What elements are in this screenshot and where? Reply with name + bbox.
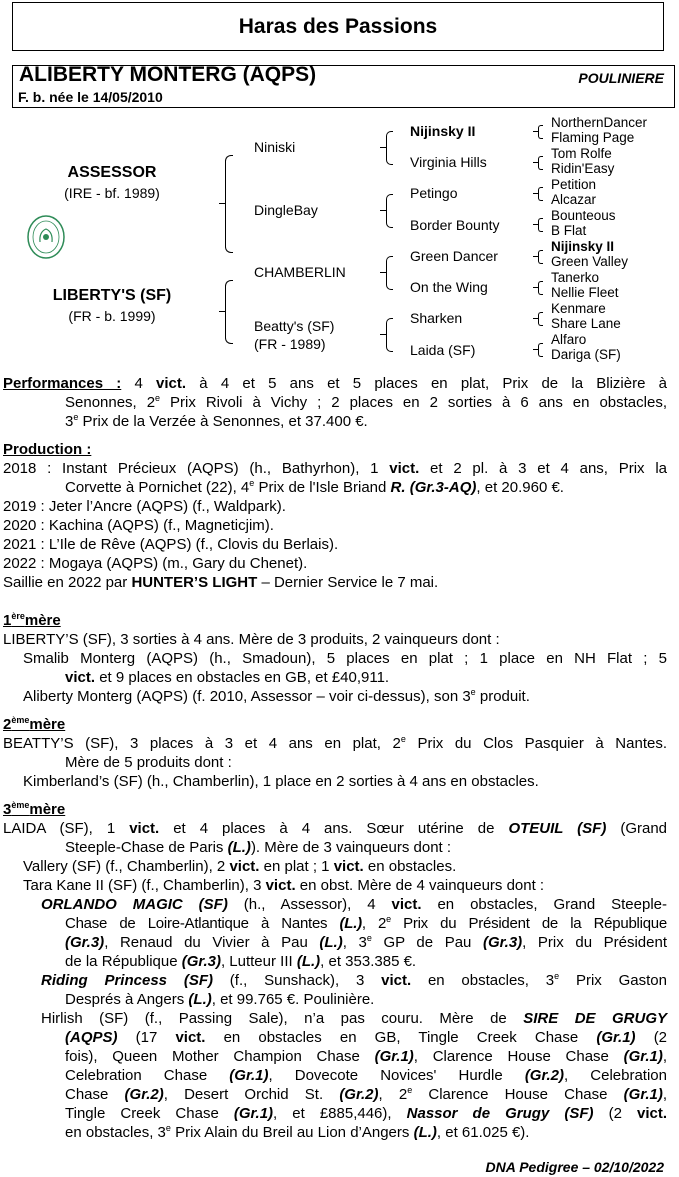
mere3-text: en plat ; 1 xyxy=(263,858,330,875)
pedigree-g4-7: Bounteous xyxy=(551,208,616,223)
mere3-grade: (Gr.1) xyxy=(596,1029,636,1046)
mere2-heading-text: mère xyxy=(29,716,66,733)
prod-vict: vict. xyxy=(389,460,420,477)
mere3-text: de la République xyxy=(65,953,178,970)
bracket-g3-8 xyxy=(538,343,543,357)
mere3-sup: e xyxy=(366,933,372,943)
bracket-g3-2-tick xyxy=(533,162,538,163)
pedigree-dam-sire: CHAMBERLIN xyxy=(254,264,346,280)
mere1-line xyxy=(3,668,667,687)
mere3-line xyxy=(3,914,667,933)
pedigree-g4-3: Tom Rolfe xyxy=(551,146,612,161)
mere3-text: , Clarence House Chase xyxy=(413,1048,609,1065)
mere3-text: Prix du Président de la République xyxy=(403,915,667,932)
mere3-line xyxy=(3,895,667,914)
perf-text: Prix de la Verzée à Senonnes, et 37.400 €. xyxy=(82,413,368,430)
mere3-text: Prix Alain du Breil au Lion d’Angers xyxy=(175,1124,410,1141)
mere2-heading xyxy=(3,716,65,733)
mere2-sup: e xyxy=(400,734,406,744)
mere3-grade: (L.) xyxy=(339,915,362,932)
mere3-text: Tingle Creek Chase xyxy=(65,1105,219,1122)
perf-sup: e xyxy=(73,412,79,422)
pedigree-g3-8: Laida (SF) xyxy=(410,342,476,358)
mere3-text: Clarence House Chase xyxy=(428,1086,608,1103)
bracket-g3-7 xyxy=(538,312,543,326)
saillie-text: – Dernier Service le 7 mai. xyxy=(261,574,439,591)
bracket-g3-3 xyxy=(538,187,543,201)
mere2-heading-sup: ème xyxy=(11,715,30,725)
mere3-text: LAIDA (SF), 1 xyxy=(3,820,116,837)
mere3-text: (2 xyxy=(653,1029,668,1046)
bracket-dam xyxy=(225,280,233,344)
perf-text: 3 xyxy=(65,413,74,430)
mere3-horse: SIRE DE GRUGY xyxy=(523,1010,668,1027)
bracket-g3-6-tick xyxy=(533,287,538,288)
bracket-g3-5 xyxy=(538,250,543,264)
mere3-text: , xyxy=(662,1048,667,1065)
mere3-text: (17 xyxy=(135,1029,158,1046)
mere3-horse: ORLANDO MAGIC (SF) xyxy=(41,896,228,913)
mere3-grade: (Gr.1) xyxy=(229,1067,269,1084)
production-line xyxy=(3,478,667,497)
pedigree-g4-8: B Flat xyxy=(551,223,587,238)
mere3-section xyxy=(3,800,667,1142)
prod-text: , et 20.960 €. xyxy=(476,479,564,496)
pedigree-g4-15: Alfaro xyxy=(551,332,587,347)
pedigree-g3-1: Nijinsky II xyxy=(410,123,476,139)
mere3-text: , Prix du Président xyxy=(522,934,667,951)
bracket-g2-3-tick xyxy=(380,272,386,273)
mere3-vict: vict. xyxy=(333,858,364,875)
prod-sup: e xyxy=(249,478,255,488)
mere1-text: et 9 places en obstacles en GB, et £40,911. xyxy=(99,669,390,686)
mere3-grade: (L.) xyxy=(227,839,251,856)
mere3-text: en obst. Mère de 4 vainqueurs dont : xyxy=(299,877,545,894)
pedigree-g3-6: On the Wing xyxy=(410,279,488,295)
mere3-text: (2 xyxy=(608,1105,622,1122)
performances-heading: Performances : xyxy=(3,375,122,392)
pedigree-g3-3: Petingo xyxy=(410,185,458,201)
bracket-g2-1-tick xyxy=(380,147,386,148)
mere3-text: , 3 xyxy=(342,934,367,951)
bracket-g2-2-tick xyxy=(380,210,386,211)
mere1-heading-sup: ère xyxy=(11,611,25,621)
mere3-text: , Celebration xyxy=(564,1067,667,1084)
mere3-text: GP de Pau xyxy=(383,934,472,951)
mere1-heading xyxy=(3,612,61,629)
bracket-g3-4-tick xyxy=(533,224,538,225)
pedigree-g4-10: Green Valley xyxy=(551,254,629,269)
mere1-text: produit. xyxy=(479,688,530,705)
pedigree-g4-14: Share Lane xyxy=(551,316,621,331)
mere3-grade: (Gr.3) xyxy=(65,934,105,951)
perf-text: Senonnes, 2 xyxy=(65,394,156,411)
mere1-heading-num: 1 xyxy=(3,612,12,629)
haras-seal-icon xyxy=(26,214,66,260)
pedigree-g4-12: Nellie Fleet xyxy=(551,285,619,300)
mere3-grade: (L.) xyxy=(413,1124,437,1141)
mere3-text: et 4 places à 4 ans. Sœur utérine de xyxy=(173,820,495,837)
prod-text: Prix de l'Isle Briand xyxy=(258,479,387,496)
mere3-horse: OTEUIL (SF) xyxy=(508,820,607,837)
production-line: 2022 : Mogaya (AQPS) (m., Gary du Chenet). xyxy=(3,555,308,572)
mere1-sup: e xyxy=(470,687,476,697)
mere3-text: Chase de Loire-Atlantique à Nantes xyxy=(65,915,328,932)
pedigree-g4-2: Flaming Page xyxy=(551,130,635,145)
bracket-g3-5-tick xyxy=(533,256,538,257)
mere3-text: , 2 xyxy=(361,915,387,932)
mere3-vict: vict. xyxy=(129,820,160,837)
saillie-text: Saillie en 2022 par xyxy=(3,574,128,591)
bracket-dam-tick xyxy=(219,311,225,312)
mere3-line xyxy=(3,819,667,838)
mere3-heading-num: 3 xyxy=(3,801,12,818)
mere3-line xyxy=(3,1047,667,1066)
mere3-text: en obstacles en GB, Tingle Creek Chase xyxy=(223,1029,579,1046)
bracket-g3-6 xyxy=(538,281,543,295)
mere2-line: Kimberland’s (SF) (h., Chamberlin), 1 place en 2 sorties à 4 ans en obstacles. xyxy=(23,773,539,790)
saillie-line xyxy=(3,573,667,592)
mere3-text: fois), Queen Mother Champion Chase xyxy=(65,1048,360,1065)
mere3-line xyxy=(3,838,667,857)
mere3-grade: (Gr.2) xyxy=(524,1067,564,1084)
mere3-grade: (Gr.3) xyxy=(181,953,221,970)
dam-name: LIBERTY'S (SF) xyxy=(52,287,172,304)
production-heading: Production : xyxy=(3,441,92,458)
mere3-vict: vict. xyxy=(175,1029,206,1046)
bracket-g3-1 xyxy=(538,125,543,139)
pedigree-g3-2: Virginia Hills xyxy=(410,154,487,170)
mere3-text: Tara Kane II (SF) (f., Chamberlin), 3 xyxy=(23,877,262,894)
mere3-grade: (Gr.2) xyxy=(124,1086,164,1103)
mere1-vict: vict. xyxy=(65,669,96,686)
perf-sup: e xyxy=(155,393,161,403)
mere3-heading xyxy=(3,801,65,818)
horse-header xyxy=(12,65,675,108)
bracket-g2-3 xyxy=(386,256,393,290)
bracket-g3-7-tick xyxy=(533,318,538,319)
mere3-sup: e xyxy=(407,1085,413,1095)
mere3-horse: (AQPS) xyxy=(65,1029,118,1046)
mere1-heading-text: mère xyxy=(24,612,61,629)
mere3-line xyxy=(3,1028,667,1047)
mere1-line: Smalib Monterg (AQPS) (h., Smadoun), 5 places en plat ; 1 place en NH Flat ; 5 xyxy=(23,650,667,667)
mere3-text: , Dovecote Novices' Hurdle xyxy=(268,1067,503,1084)
bracket-sire xyxy=(225,155,233,253)
mere3-text: (h., Assessor), 4 xyxy=(243,896,376,913)
mere3-grade: (Gr.1) xyxy=(374,1048,414,1065)
pedigree-dam-dam-info: (FR - 1989) xyxy=(254,336,326,352)
mere3-text: , et 99.765 €. Poulinière. xyxy=(211,991,375,1008)
mere2-text: BEATTY’S (SF), 3 places à 3 et 4 ans en plat, 2 xyxy=(3,735,401,752)
mere3-text: ). Mère de 3 vainqueurs dont : xyxy=(250,839,452,856)
pedigree-g4-6: Alcazar xyxy=(551,192,597,207)
mere3-horse: Riding Princess (SF) xyxy=(41,972,213,989)
mere3-line xyxy=(3,1123,667,1142)
mere3-text: Vallery (SF) (f., Chamberlin), 2 xyxy=(23,858,226,875)
mere3-text: Steeple-Chase de Paris xyxy=(65,839,224,856)
mere3-line xyxy=(3,1066,667,1085)
performances-line xyxy=(3,393,667,412)
mere3-line xyxy=(3,971,667,990)
mere3-line xyxy=(3,990,667,1009)
mere3-sup: e xyxy=(386,914,391,924)
prod-text: et 2 pl. à 3 et 4 ans, Prix la xyxy=(430,460,667,477)
mere3-grade: (L.) xyxy=(188,991,212,1008)
mere3-text: , Renaud du Vivier à Pau xyxy=(104,934,308,951)
mere1-text: Aliberty Monterg (AQPS) (f. 2010, Assessor – voir ci-dessus), son 3 xyxy=(23,688,471,705)
mere3-line xyxy=(3,1009,667,1028)
mere3-grade: (L.) xyxy=(296,953,321,970)
sire-info: (IRE - bf. 1989) xyxy=(64,185,160,201)
pedigree-dam-dam: Beatty's (SF) xyxy=(254,318,335,334)
dam-info: (FR - b. 1999) xyxy=(68,308,156,324)
pedigree-sire-sire: Niniski xyxy=(254,139,296,155)
saillie-stallion: HUNTER’S LIGHT xyxy=(131,574,258,591)
pedigree-g3-7: Sharken xyxy=(410,310,463,326)
mere3-text: Chase xyxy=(65,1086,109,1103)
bracket-g3-1-tick xyxy=(533,131,538,132)
mere3-text: en obstacles, Grand Steeple- xyxy=(437,896,667,913)
sire-name: ASSESSOR xyxy=(67,164,157,181)
production-section xyxy=(3,440,667,592)
mere1-line xyxy=(3,687,667,706)
mere3-line xyxy=(3,1085,667,1104)
bracket-g2-1 xyxy=(386,131,393,165)
pedigree-g3-5: Green Dancer xyxy=(410,248,498,264)
mere3-vict: vict. xyxy=(229,858,260,875)
bracket-g3-8-tick xyxy=(533,349,538,350)
mere3-grade: (L.) xyxy=(319,934,343,951)
mere3-text: Després à Angers xyxy=(65,991,185,1008)
mere3-horse: Nassor de Grugy (SF) xyxy=(406,1105,594,1122)
performances-line xyxy=(3,374,667,393)
horse-description: F. b. née le 14/05/2010 xyxy=(18,89,163,105)
mere3-heading-sup: ème xyxy=(11,800,30,810)
mere2-text: Prix du Clos Pasquier à Nantes. xyxy=(417,735,667,752)
prod-grade: R. (Gr.3-AQ) xyxy=(390,479,477,496)
mere3-line xyxy=(3,933,667,952)
mere3-text: Celebration Chase xyxy=(65,1067,208,1084)
pedigree-g3-4: Border Bounty xyxy=(410,217,500,233)
pedigree-g4-13: Kenmare xyxy=(551,301,606,316)
mere3-text: (Grand xyxy=(620,820,668,837)
mere3-vict: vict. xyxy=(636,1105,667,1122)
mere3-grade: (Gr.1) xyxy=(233,1105,274,1122)
production-line: 2021 : L’Ile de Rêve (AQPS) (f., Clovis du Berlais). xyxy=(3,536,339,553)
prod-text: Corvette à Pornichet (22), 4 xyxy=(65,479,250,496)
mere3-sup: e xyxy=(165,1123,171,1133)
footer-signature: DNA Pedigree – 02/10/2022 xyxy=(485,1159,664,1175)
mere3-text: en obstacles. xyxy=(367,858,457,875)
horse-name: ALIBERTY MONTERG (AQPS) xyxy=(19,63,317,86)
mere3-text: , et 61.025 €). xyxy=(436,1124,530,1141)
bracket-g2-4-tick xyxy=(380,334,386,335)
prod-text: 2018 : Instant Précieux (AQPS) (h., Bathyrhon), 1 xyxy=(3,460,379,477)
mere3-text: , Lutteur III xyxy=(220,953,293,970)
mere3-text: , xyxy=(662,1086,668,1103)
performances-line xyxy=(3,412,667,431)
perf-text: 4 xyxy=(134,375,143,392)
mere1-section xyxy=(3,611,667,706)
bracket-g3-2 xyxy=(538,156,543,170)
mere3-grade: (Gr.2) xyxy=(339,1086,379,1103)
mere3-vict: vict. xyxy=(391,896,422,913)
production-line: 2020 : Kachina (AQPS) (f., Magneticjim). xyxy=(3,517,274,534)
pedigree-g4-4: Ridin'Easy xyxy=(551,161,615,176)
perf-text: Prix Rivoli à Vichy ; 2 places en 2 sorties à 6 ans en obstacles, xyxy=(170,394,667,411)
mere3-grade: (Gr.1) xyxy=(623,1086,663,1103)
mere3-grade: (Gr.3) xyxy=(482,934,523,951)
mere3-sup: e xyxy=(554,971,560,981)
mere3-vict: vict. xyxy=(381,972,412,989)
mere1-line: LIBERTY’S (SF), 3 sorties à 4 ans. Mère de 3 produits, 2 vainqueurs dont : xyxy=(3,631,500,648)
performances-section xyxy=(3,374,667,431)
bracket-g2-2 xyxy=(386,194,393,228)
mere3-text: , et 353.385 €. xyxy=(320,953,417,970)
perf-text: à 4 et 5 ans et 5 places en plat, Prix de la Blizière à xyxy=(199,375,667,392)
mere3-text: Prix Gaston xyxy=(575,972,667,989)
mere3-text: (f., Sunshack), 3 xyxy=(229,972,365,989)
pedigree-g4-11: Tanerko xyxy=(551,270,600,285)
mere3-vict: vict. xyxy=(265,877,296,894)
mere3-text: , et £885,446), xyxy=(273,1105,392,1122)
mere3-line xyxy=(3,1104,667,1123)
mere3-grade: (Gr.1) xyxy=(623,1048,663,1065)
bracket-g3-4 xyxy=(538,218,543,232)
mere3-text: , Desert Orchid St. xyxy=(163,1086,324,1103)
bracket-g2-4 xyxy=(386,318,393,352)
mere3-heading-text: mère xyxy=(29,801,66,818)
mere3-text: , 2 xyxy=(378,1086,408,1103)
production-line: 2019 : Jeter l’Ancre (AQPS) (f., Waldpark). xyxy=(3,498,286,515)
perf-vict: vict. xyxy=(156,375,187,392)
mere3-line xyxy=(3,857,667,876)
pedigree-g4-16: Dariga (SF) xyxy=(551,347,621,362)
mere3-text: Hirlish (SF) (f., Passing Sale), n’a pas couru. Mère de xyxy=(41,1010,507,1027)
mere3-line xyxy=(3,876,667,895)
mere3-text: en obstacles, 3 xyxy=(65,1124,166,1141)
pedigree-sire-dam: DingleBay xyxy=(254,202,318,218)
bracket-g3-3-tick xyxy=(533,193,538,194)
mere2-line: Mère de 5 produits dont : xyxy=(65,754,232,771)
pedigree-g4-1: NorthernDancer xyxy=(551,115,648,130)
mere2-heading-num: 2 xyxy=(3,716,12,733)
pedigree-g4-9: Nijinsky II xyxy=(551,239,615,254)
bracket-sire-tick xyxy=(219,203,225,204)
mere2-line xyxy=(3,734,667,753)
horse-sex: POULINIERE xyxy=(578,70,664,86)
pedigree-g4-5: Petition xyxy=(551,177,597,192)
mere2-section xyxy=(3,715,667,791)
production-line xyxy=(3,459,667,478)
mere3-text: en obstacles, 3 xyxy=(427,972,555,989)
mere3-line xyxy=(3,952,667,971)
page-title: Haras des Passions xyxy=(12,2,664,51)
